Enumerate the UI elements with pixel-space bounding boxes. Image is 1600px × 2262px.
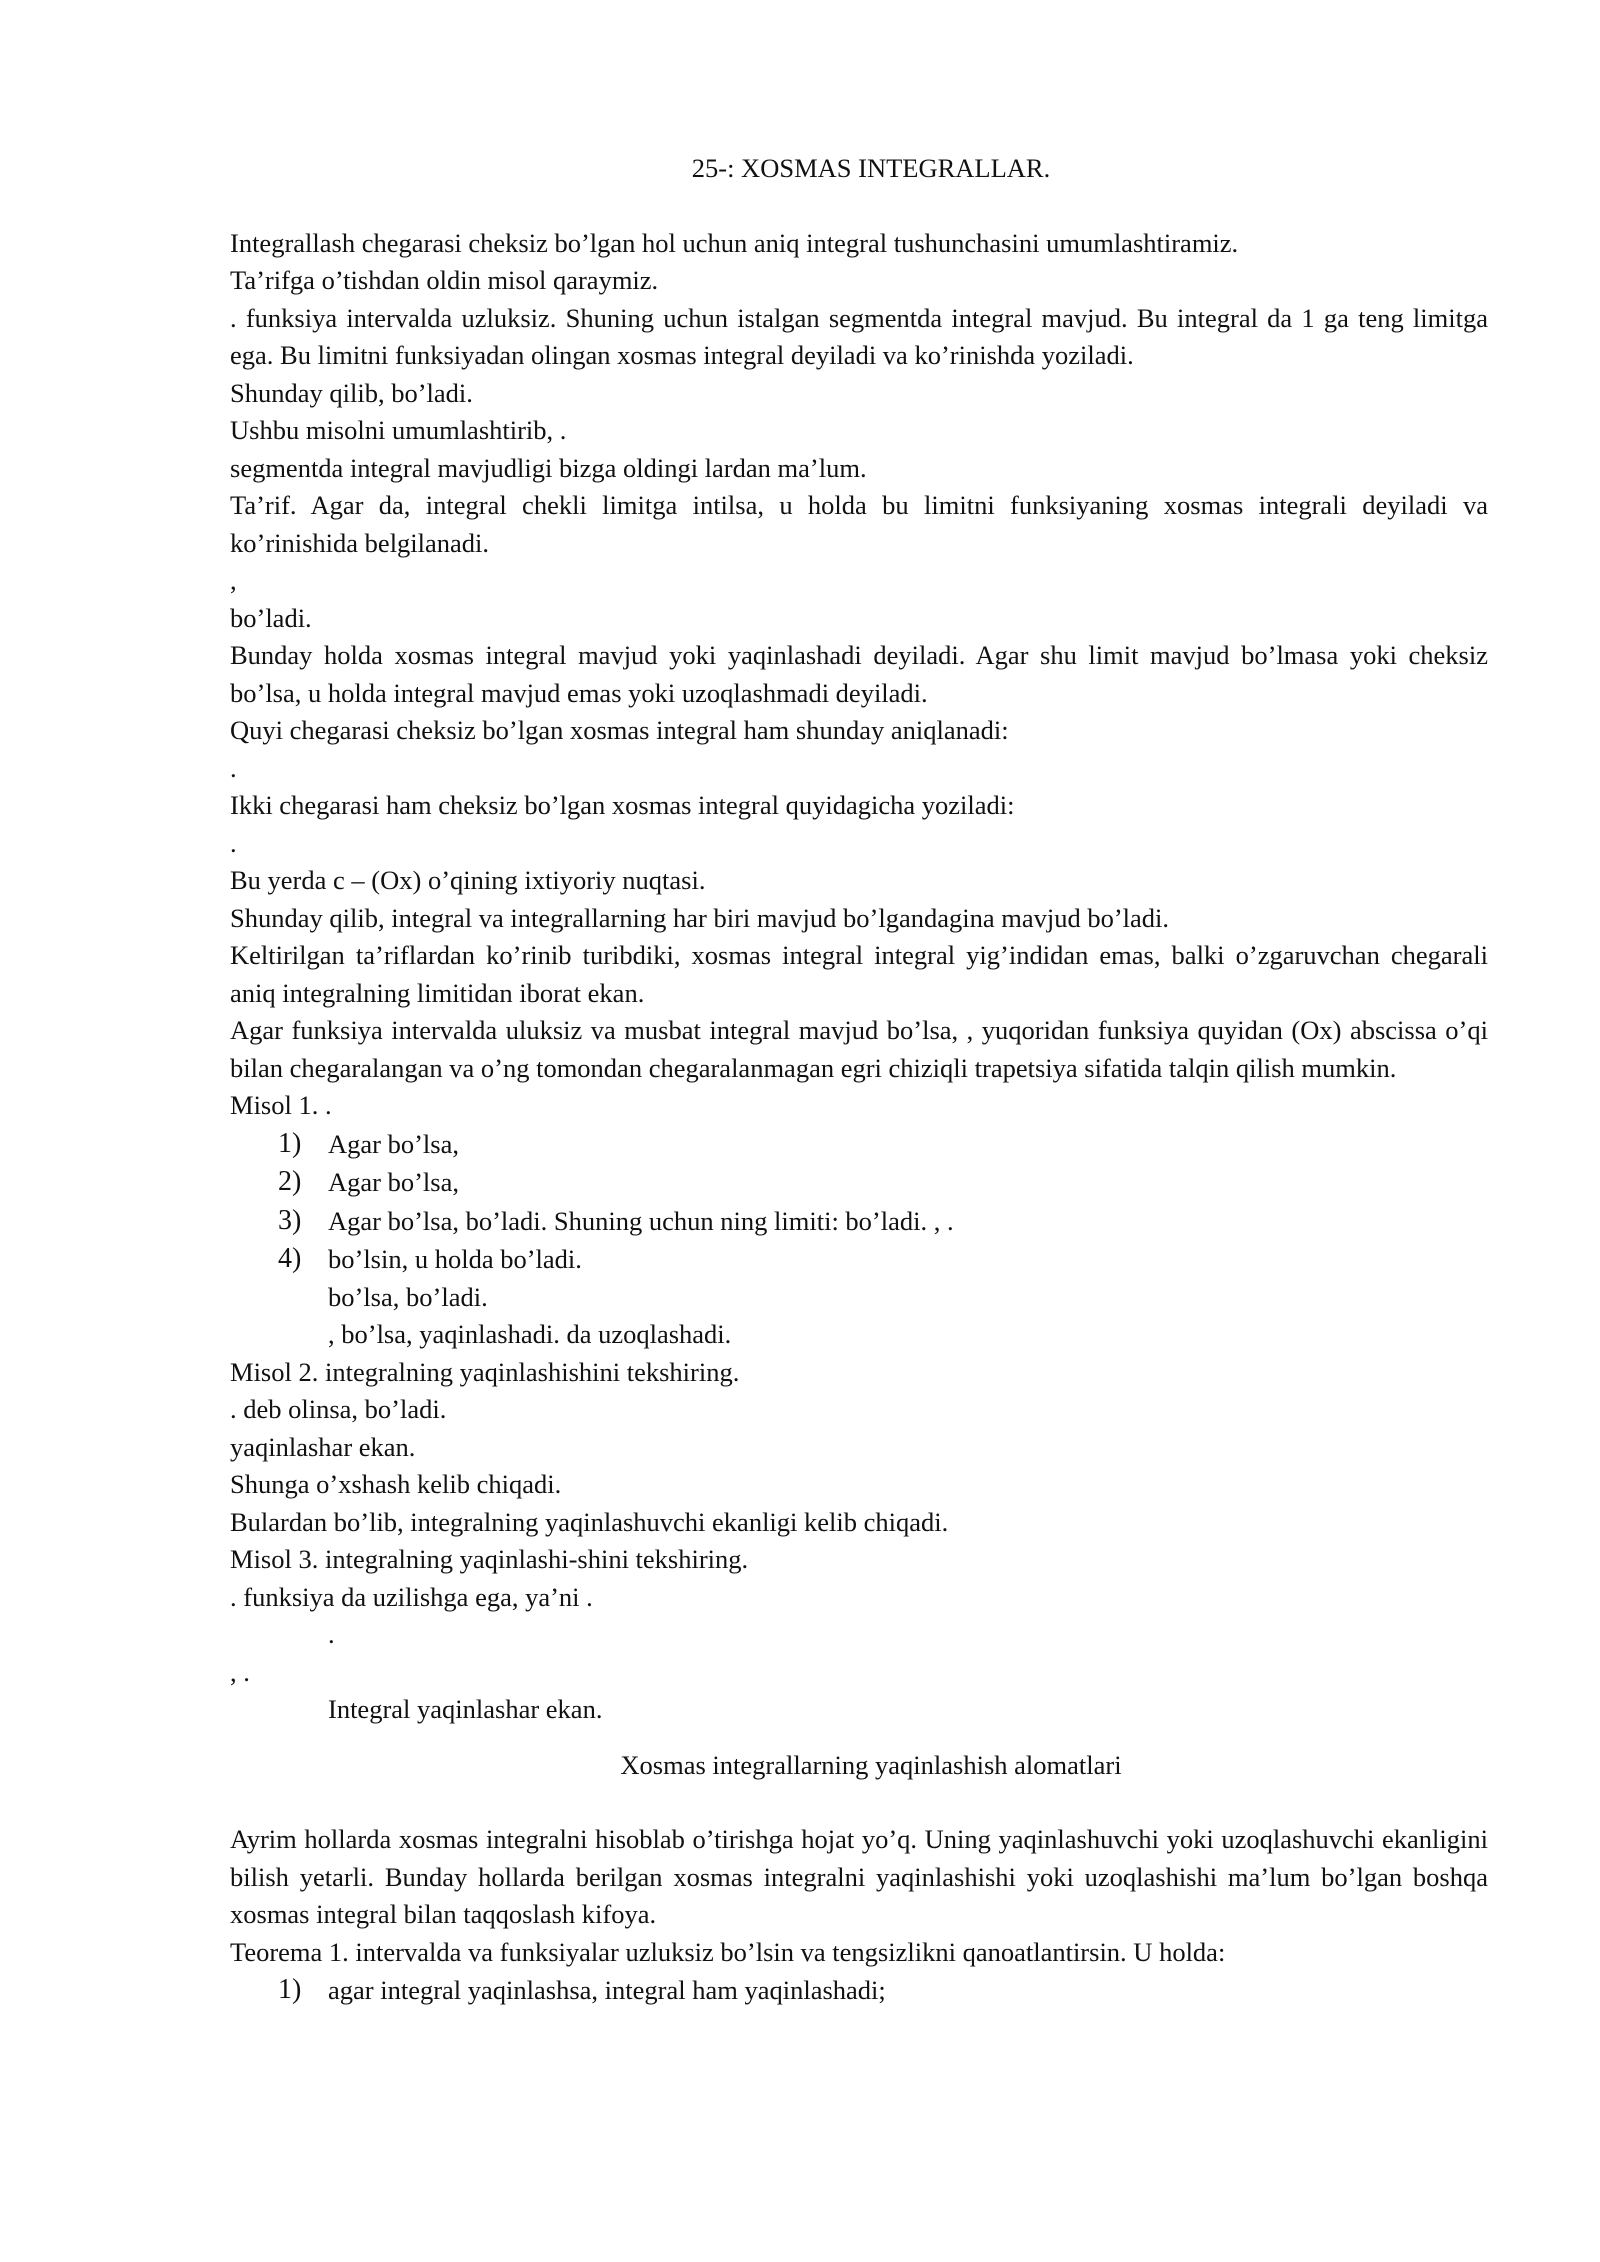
example-heading: Misol 2. integralning yaqinlashishini tekshiring.	[230, 1356, 740, 1387]
list-text: Agar bo’lsa,	[328, 1128, 459, 1159]
list-text: bo’lsin, u holda bo’ladi.	[328, 1244, 582, 1274]
list-continuation: bo’lsa, bo’ladi.	[328, 1281, 488, 1312]
list-text: agar integral yaqinlashsa, integral ham yaqinlashadi;	[328, 1975, 886, 2005]
paragraph: . funksiya intervalda uzluksiz. Shuning uchun istalgan segmentda integral mavjud. Bu integral da 1 ga teng limitga ega. Bu limitni funksiyadan olingan xosmas integral deyiladi va ko’rinishda yoziladi.	[230, 302, 1488, 370]
paragraph: segmentda integral mavjudligi bizga oldingi lardan ma’lum.	[230, 452, 867, 483]
document-page	[230, 150, 1488, 2010]
list-item	[230, 1125, 1488, 1164]
list-number: 4)	[278, 1243, 302, 1274]
paragraph: Agar funksiya intervalda uluksiz va musbat integral mavjud bo’lsa, , yuqoridan funksiya quyidan (Ox) abscissa o’qi bilan chegaralangan va o’ng tomondan chegaralanmagan egri chiziqli trapetsiya sifatida talqin qilish mumkin.	[230, 1015, 1488, 1083]
list-item	[230, 1202, 1488, 1241]
paragraph: Integrallash chegarasi cheksiz bo’lgan hol uchun aniq integral tushunchasini umumlashtiramiz.	[230, 227, 1239, 258]
formula-placeholder: .	[328, 1619, 335, 1649]
list-text: Agar bo’lsa, bo’ladi. Shuning uchun ning limiti: bo’ladi. , .	[328, 1205, 954, 1236]
paragraph: Ikki chegarasi ham cheksiz bo’lgan xosmas integral quyidagicha yoziladi:	[230, 790, 1015, 820]
formula-placeholder: , .	[230, 1656, 250, 1687]
list-number: 1)	[278, 1127, 302, 1159]
list-number: 3)	[278, 1204, 302, 1236]
list-text: Agar bo’lsa,	[328, 1167, 459, 1197]
list-item	[230, 1240, 1488, 1279]
paragraph: Bu yerda c – (Ox) o’qining ixtiyoriy nuqtasi.	[230, 865, 706, 895]
example-list	[230, 1125, 1488, 1279]
paragraph: . funksiya da uzilishga ega, ya’ni .	[230, 1581, 593, 1612]
list-number: 2)	[278, 1166, 302, 1197]
paragraph: Ayrim hollarda xosmas integralni hisoblab o’tirishga hojat yo’q. Uning yaqinlashuvchi yoki uzoqlashuvchi ekanligini bilish yetarli. Bunday hollarda berilgan xosmas integralni yaqinlashishi yoki uzoqlashishi ma’lum bo’lgan boshqa xosmas integral bilan taqqoslash kifoya.	[230, 1824, 1488, 1929]
theorem-list	[230, 1971, 1488, 2010]
paragraph: Quyi chegarasi cheksiz bo’lgan xosmas integral ham shunday aniqlanadi:	[230, 715, 1009, 745]
page-title: 25-: XOSMAS INTEGRALLAR.	[691, 153, 1051, 183]
theorem-paragraph: Teorema 1. intervalda va funksiyalar uzluksiz bo’lsin va tengsizlikni qanoatlantirsin. U holda:	[230, 1936, 1226, 1967]
paragraph: Shunga o’xshash kelib chiqadi.	[230, 1469, 562, 1499]
formula-placeholder: .	[230, 752, 237, 783]
paragraph: . deb olinsa, bo’ladi.	[230, 1394, 447, 1424]
list-number: 1)	[278, 1974, 302, 2005]
definition-paragraph: Ta’rif. Agar da, integral chekli limitga intilsa, u holda bu limitni funksiyaning xosmas integrali deyiladi va ko’rinishida belgilanadi.	[230, 490, 1488, 558]
paragraph: Keltirilgan ta’riflardan ko’rinib turibdiki, xosmas integral integral yig’indidan emas, balki o’zgaruvchan chegarali aniq integralning limitidan iborat ekan.	[230, 940, 1488, 1008]
formula-placeholder: .	[230, 827, 237, 858]
example-heading: Misol 3. integralning yaqinlashi-shini tekshiring.	[230, 1544, 749, 1574]
list-item	[230, 1163, 1488, 1202]
paragraph: Bulardan bo’lib, integralning yaqinlashuvchi ekanligi kelib chiqadi.	[230, 1506, 949, 1537]
list-continuation: , bo’lsa, yaqinlashadi. da uzoqlashadi.	[328, 1319, 732, 1349]
formula-placeholder: ,	[230, 565, 237, 595]
paragraph: Shunday qilib, integral va integrallarning har biri mavjud bo’lgandagina mavjud bo’ladi.	[230, 902, 1170, 933]
paragraph: Ushbu misolni umumlashtirib, .	[230, 415, 567, 445]
list-item	[230, 1971, 1488, 2010]
paragraph: Ta’rifga o’tishdan oldin misol qaraymiz.	[230, 265, 659, 295]
paragraph: Integral yaqinlashar ekan.	[328, 1694, 603, 1724]
section-heading: Xosmas integrallarning yaqinlashish alomatlari	[620, 1749, 1122, 1780]
paragraph: yaqinlashar ekan.	[230, 1431, 416, 1462]
example-heading: Misol 1. .	[230, 1090, 332, 1120]
paragraph: bo’ladi.	[230, 602, 312, 633]
paragraph: Bunday holda xosmas integral mavjud yoki yaqinlashadi deyiladi. Agar shu limit mavjud bo’lmasa yoki cheksiz bo’lsa, u holda integral mavjud emas yoki uzoqlashmadi deyiladi.	[230, 640, 1488, 708]
paragraph: Shunday qilib, bo’ladi.	[230, 377, 473, 408]
